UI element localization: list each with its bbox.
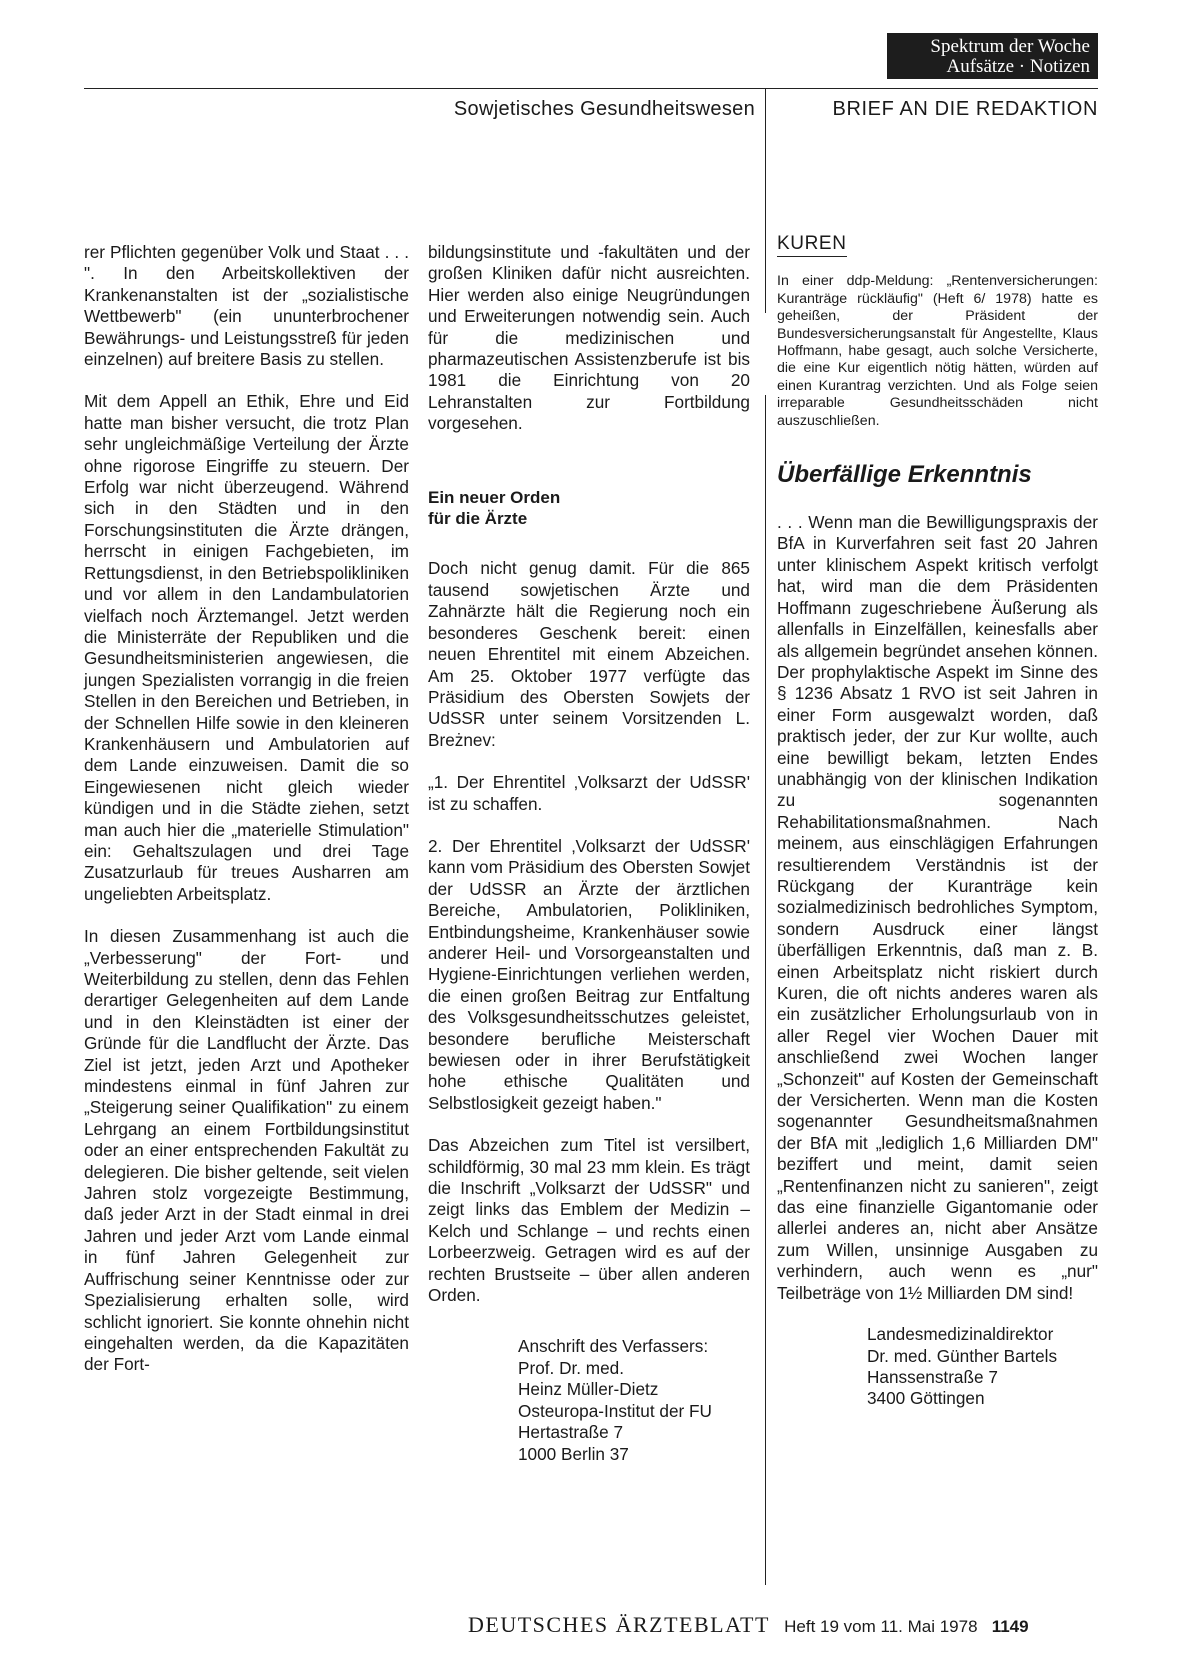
signature-line: Dr. med. Günther Bartels [867,1345,1058,1366]
author-address [518,1336,750,1464]
paragraph: In diesen Zusammenhang ist auch die „Verbesserung" der Fort- und Weiterbildung zu stellen, denn das Fehlen derartiger Gelegenheiten auf dem Lande und in den Kleinstädten ist einer der Gründe für die Landflucht der Ärzte. Das Ziel ist jetzt, jeden Arzt und Apotheker mindestens einmal in fünf Jahren zur „Steigerung seiner Qualifikation" zu einem Lehrgang an einem Fortbildungsinstitut oder an einer entsprechenden Fakultät zu delegieren. Die bisher geltende, seit vielen Jahren stolz vorgezeigte Bestimmung, daß jeder Arzt in der Stadt einmal in drei Jahren und jeder Arzt vom Lande einmal in fünf Jahren Gelegenheit zur Auffrischung seiner Kenntnisse oder zur Spezialisierung erhalten solle, wird schlicht ignoriert. Sie konnte ohnehin nicht eingehalten werden, da die Kapazitäten der Fort- [84,926,409,1375]
running-header-right: BRIEF AN DIE REDAKTION [832,98,1098,120]
kuren-text: In einer ddp-Meldung: „Rentenversicherungen: Kuranträge rückläufig" (Heft 6/ 1978) hatte es geheißen, der Präsident der Bundesversicherungsanstalt für Angestellte, Klaus Hoffmann, habe gesagt, auch solche Versicherte, die eine Kur eigentlich nötig hätten, würden auf einen Kurantrag verzichten. Und als Folge seien irreparable Gesundheitsschäden nicht auszuschließen. [777,273,1098,429]
paragraph: Doch nicht genug damit. Für die 865 tausend sowjetischen Ärzte und Zahnärzte hält die Regierung noch ein besonderes Geschenk bereit: einen neuen Ehrentitel mit einem Abzeichen. Am 25. Oktober 1977 verfügte das Präsidium des Obersten Sowjets der UdSSR unter seinem Vorsitzenden L. Breżnev: [428,558,750,750]
paragraph: rer Pflichten gegenüber Volk und Staat . . . ". In den Arbeitskollektiven der Krankenanstalten ist der „sozialistische Wettbewerb" (ein ununterbrochener Bewährungs- und Leistungsstreß für jeden einzelnen) auf breitere Basis zu stellen. [84,242,409,370]
header-rule [84,88,1098,89]
signature-line: Landesmedizinaldirektor [867,1324,1054,1345]
address-line: Osteuropa-Institut der FU [518,1400,712,1421]
column-2 [428,242,750,1465]
paragraph: Das Abzeichen zum Titel ist versilbert, schildförmig, 30 mal 23 mm klein. Es trägt die Inschrift „Volksarzt der UdSSR" und zeigt links das Emblem der Medizin – Kelch und Schlange – und rechts einen Lorbeerzweig. Getragen wird es auf der rechten Brustseite – über allen anderen Orden. [428,1135,750,1306]
address-line: 1000 Berlin 37 [518,1443,629,1464]
address-line: Anschrift des Verfassers: [518,1336,709,1357]
issue-info: Heft 19 vom 11. Mai 1978 [784,1617,978,1636]
page-footer [468,1612,1098,1638]
section-badge [887,33,1098,79]
signature-block [867,1324,1098,1410]
column-divider [765,395,766,1585]
subheading-line1: Ein neuer Orden [428,487,561,507]
paragraph: Mit dem Appell an Ethik, Ehre und Eid hatte man bisher versucht, die trotz Plan sehr ungleichmäßige Verteilung der Ärzte ohne rigorose Eingriffe zu steuern. Der Erfolg war nicht überzeugend. Während sich in den Städten und in den Forschungsinstituten die Ärzte drängen, herrscht in einigen Fachgebieten, im Rettungsdienst, in den Betriebspolikliniken und vor allem in den Landambulatorien vielfach noch Ärztemangel. Jetzt werden die Ministerräte der Republiken und die Gesundheitsministerien angewiesen, die jungen Spezialisten vorrangig in die freien Stellen in den Bereichen und Betrieben, in der Schnellen Hilfe sowie in den kleineren Krankenhäusern und Ambulatorien auf dem Lande einzuweisen. Damit die so Eingewiesenen nicht gleich wieder kündigen und in die Städte ziehen, setzt man auch hier die „materielle Stimulation" ein: Gehaltszulagen und drei Tage Zusatzurlaub für treues Ausharren am ungeliebten Arbeitsplatz. [84,391,409,904]
address-line: Hertastraße 7 [518,1422,624,1443]
kuren-title: KUREN [777,233,847,257]
running-header-left: Sowjetisches Gesundheitswesen [453,98,755,120]
signature-line: Hanssenstraße 7 [867,1366,998,1387]
signature-line: 3400 Göttingen [867,1388,985,1409]
column-divider-top [765,88,766,313]
paragraph: „1. Der Ehrentitel ‚Volksarzt der UdSSR' ist zu schaffen. [428,772,750,814]
subheading-line2: für die Ärzte [428,509,528,529]
badge-line2: Aufsätze · Notizen [946,56,1090,77]
address-line: Prof. Dr. med. [518,1357,625,1378]
letter-text: . . . Wenn man die Bewilligungspraxis der BfA in Kurverfahren seit fast 20 Jahren unter klinischem Aspekt kritisch verfolgt hat, wird man die dem Präsidenten Hoffmann zugeschriebene Äußerung als allenfalls in Einzelfällen, keinesfalls aber als allgemein begründet ansehen können. Der prophylaktische Aspekt im Sinne des § 1236 Absatz 1 RVO ist seit Jahren in einer Form ausgewalzt worden, daß praktisch jeder, der zur Kur wollte, auch eine bewilligt bekam, letzten Endes unabhängig von der klinischen Indikation zu sogenannten Rehabilitationsmaßnahmen. Nach meinem, aus einschlägigen Erfahrungen resultierendem Verständnis ist der Rückgang der Kuranträge kein sozialmedizinisch bedrohliches Symptom, sondern Ausdruck einer längst überfälligen Erkenntnis, daß man z. B. einen Arbeitsplatz nicht riskiert durch Kuren, die oft nichts anderes waren als ein zusätzlicher Erholungsurlaub von in aller Regel vier Wochen Dauer mit anschließend zwei Wochen langer „Schonzeit" auf Kosten der Gemeinschaft der Versicherten. Wenn man die Kosten sogenannter Gesundheitsmaßnahmen der BfA mit „lediglich 1,6 Milliarden DM" beziffert und meint, damit seien „Rentenfinanzen nicht zu sanieren", zeigt das eine finanzielle Gigantomanie oder allerlei anderes an, nicht aber Ansätze zum Willen, unsinnige Ausgaben zu verhindern, auch wenn es „nur" Teilbeträge von 1½ Milliarden DM sind! [777,512,1098,1303]
paragraph: bildungsinstitute und -fakultäten und der großen Kliniken dafür nicht ausreichten. Hier werden also einige Neugründungen und Erweiterungen notwendig sein. Auch für die medizinischen und pharmazeutischen Assistenzberufe ist bis 1981 die Einrichtung von 20 Lehranstalten zur Fortbildung vorgesehen. [428,242,750,434]
journal-name: DEUTSCHES ÄRZTEBLATT [468,1612,770,1637]
paragraph: 2. Der Ehrentitel ‚Volksarzt der UdSSR' kann vom Präsidium des Obersten Sowjet der UdSSR an Ärzte der ärztlichen Bereiche, Ambulatorien, Polikliniken, Entbindungsheime, Krankenhäuser sowie anderer Heil- und Vorsorgeanstalten und Hygiene-Einrichtungen verliehen werden, die einen großen Beitrag zur Entfaltung des Volksgesundheitsschutzes geleistet, besondere berufliche Meisterschaft bewiesen oder in ihrer Berufstätigkeit hohe ethische Qualitäten und Selbstlosigkeit gezeigt haben." [428,835,750,1113]
page-number: 1149 [991,1617,1029,1636]
column-1 [84,242,409,1376]
letter-heading: Überfällige Erkenntnis [777,461,1032,489]
badge-line1: Spektrum der Woche [930,36,1090,57]
column-3 [777,233,1098,1410]
address-line: Heinz Müller-Dietz [518,1379,659,1400]
